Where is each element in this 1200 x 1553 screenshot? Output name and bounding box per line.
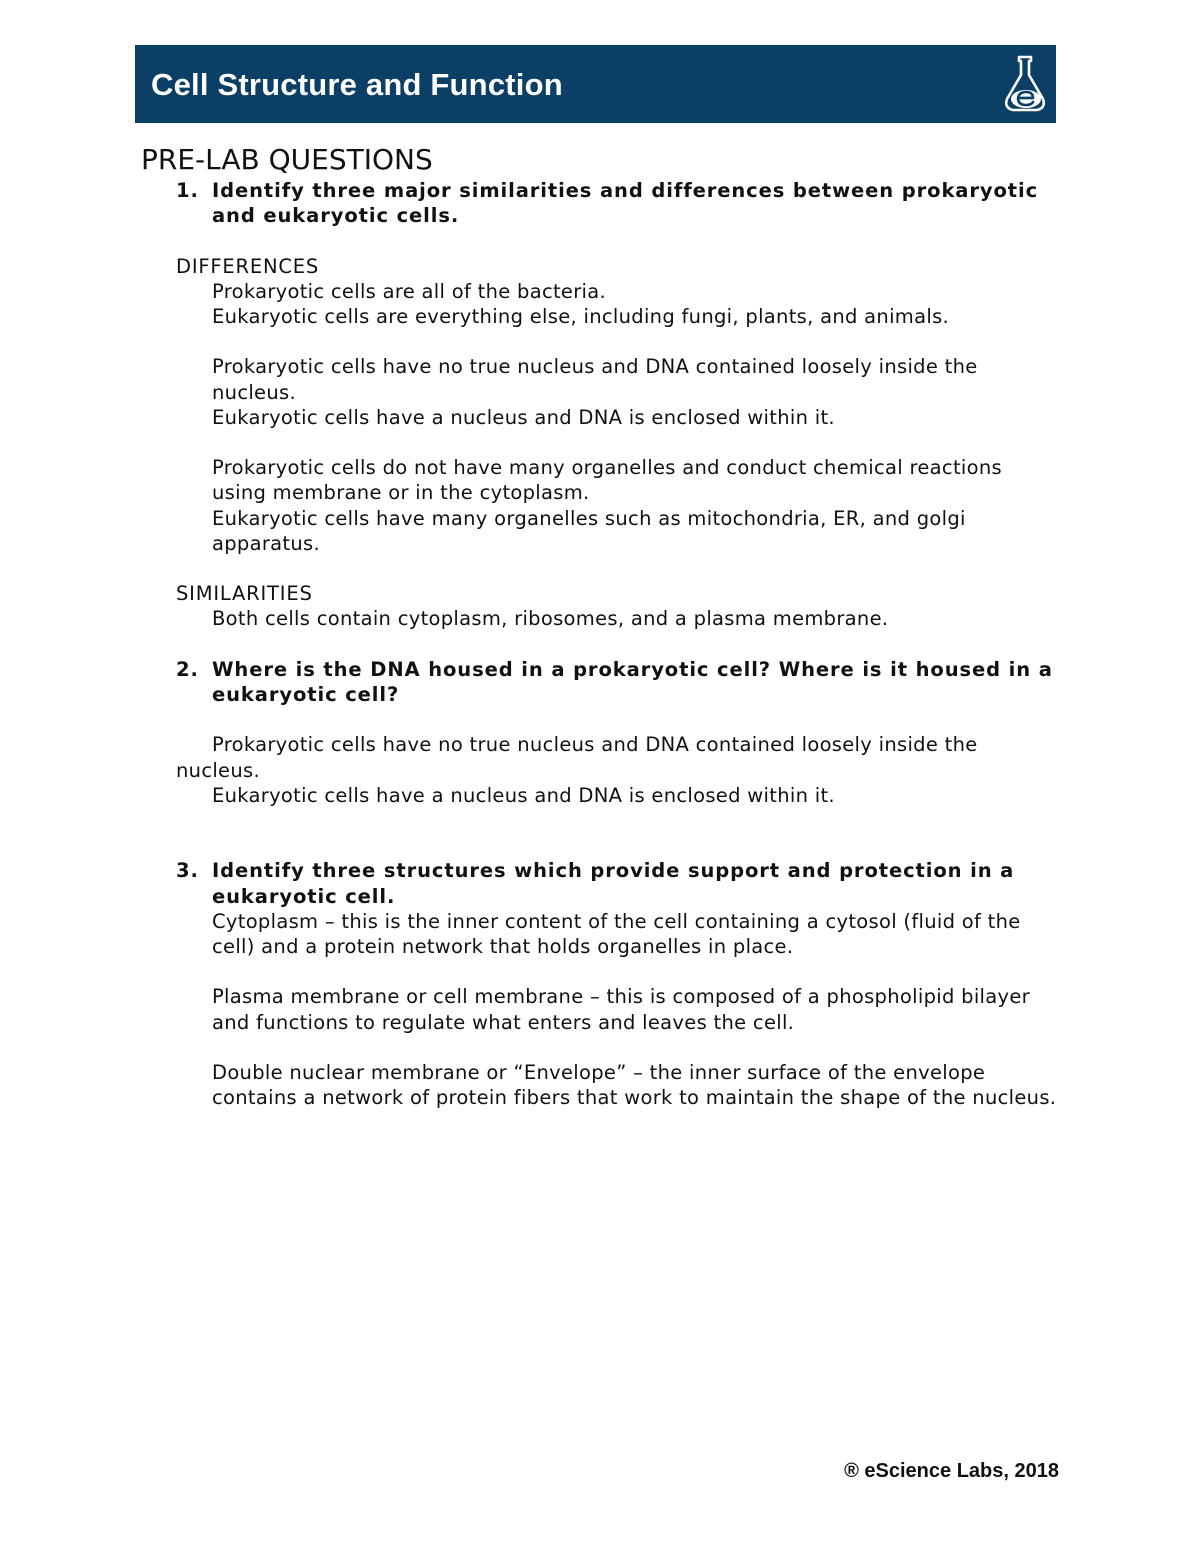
answer-paragraph: Double nuclear membrane or “Envelope” – the inner surface of the envelope contains a network of protein fibers that work to maintain the shape of the nucleus. [212,1060,1057,1110]
flask-e-logo-icon [1002,53,1048,115]
answer-paragraph: Both cells contain cytoplasm, ribosomes, and a plasma membrane. [212,607,889,631]
section-heading: PRE-LAB QUESTIONS [141,143,433,176]
differences-label: DIFFERENCES [176,254,320,278]
question-text: Identify three structures which provide support and protection in a eukaryotic cell. [212,859,1015,908]
answer-paragraph: Prokaryotic cells have no true nucleus and DNA contained loosely inside the nucleus. [176,733,978,782]
question-number: 2. [176,657,199,681]
copyright-footer: ® eScience Labs, 2018 [844,1460,1059,1482]
answer-paragraph: Eukaryotic cells are everything else, including fungi, plants, and animals. [212,305,950,328]
question-number: 3. [176,859,199,883]
question-number: 1. [176,179,199,202]
document-body [141,142,1061,1110]
header-banner [135,45,1056,123]
answer-paragraph: Cytoplasm – this is the inner content of the cell containing a cytosol (fluid of the cell) and a protein network that holds organelles in place. [212,909,1021,958]
similarities-label: SIMILARITIES [176,582,313,606]
question-1 [141,178,1061,228]
answer-paragraph: Prokaryotic cells have no true nucleus and DNA contained loosely inside the nucleus. [212,355,978,404]
question-3 [141,858,1061,908]
answer-paragraph: Eukaryotic cells have a nucleus and DNA is enclosed within it. [212,783,835,807]
question-text: Identify three major similarities and differences between prokaryotic and eukaryotic cells. [212,179,1039,228]
question-2 [141,657,1061,707]
answer-paragraph: Eukaryotic cells have many organelles such as mitochondria, ER, and golgi apparatus. [212,506,966,555]
answer-paragraph: Prokaryotic cells do not have many organelles and conduct chemical reactions using membrane or in the cytoplasm. [212,456,1002,505]
question-text: Where is the DNA housed in a prokaryotic cell? Where is it housed in a eukaryotic cell? [212,657,1053,706]
answer-paragraph: Eukaryotic cells have a nucleus and DNA is enclosed within it. [212,405,835,429]
answer-paragraph: Plasma membrane or cell membrane – this is composed of a phospholipid bilayer and functions to regulate what enters and leaves the cell. [212,985,1030,1034]
answer-paragraph: Prokaryotic cells are all of the bacteria. [212,279,607,303]
document-title: Cell Structure and Function [151,67,563,102]
